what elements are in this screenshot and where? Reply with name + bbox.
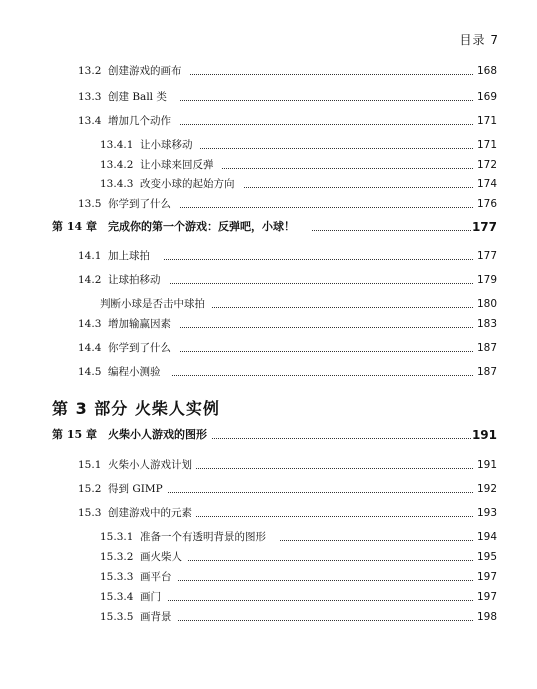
entry-number: 13.4.3 [100, 178, 134, 190]
entry-title: 画火柴人 [140, 551, 182, 563]
entry-page: 168 [476, 65, 497, 77]
entry-number: 13.3 [78, 91, 102, 103]
dot-leader [196, 468, 473, 469]
dot-leader [180, 207, 473, 208]
toc-chapter-14 [0, 217, 537, 237]
toc-entry-14-1 [0, 246, 537, 266]
toc-entry-13-4-1 [0, 135, 537, 155]
dot-leader [170, 283, 473, 284]
entry-number: 13.4.2 [100, 159, 134, 171]
toc-entry-15-2 [0, 479, 537, 499]
entry-title: 创建 Ball 类 [108, 91, 167, 103]
dot-leader [180, 100, 473, 101]
dot-leader [168, 600, 473, 601]
entry-page: 174 [476, 178, 497, 190]
entry-page: 187 [476, 342, 497, 354]
entry-number: 13.5 [78, 198, 102, 210]
dot-leader [222, 168, 473, 169]
dot-leader [178, 580, 473, 581]
entry-number: 15.1 [78, 459, 102, 471]
entry-number: 15.3.4 [100, 591, 134, 603]
entry-page: 172 [476, 159, 497, 171]
entry-page: 187 [476, 366, 497, 378]
entry-number: 15.3.3 [100, 571, 134, 583]
entry-page: 197 [476, 591, 497, 603]
toc-entry-14-5 [0, 362, 537, 382]
entry-number: 15.2 [78, 483, 102, 495]
dot-leader [178, 620, 473, 621]
entry-title: 增加几个动作 [108, 115, 171, 127]
toc-entry-15-3-3 [0, 567, 537, 587]
dot-leader [196, 516, 473, 517]
entry-title: 创建游戏的画布 [108, 65, 182, 77]
toc-entry-15-3-2 [0, 547, 537, 567]
entry-title: 火柴小人游戏计划 [108, 459, 192, 471]
entry-number: 13.4 [78, 115, 102, 127]
dot-leader [168, 492, 473, 493]
toc-entry-13-2 [0, 61, 537, 81]
entry-title: 加上球拍 [108, 250, 150, 262]
chapter-page: 191 [471, 428, 497, 442]
entry-number: 14.1 [78, 250, 102, 262]
entry-title: 让球拍移动 [108, 274, 161, 286]
entry-number: 14.4 [78, 342, 102, 354]
dot-leader [280, 540, 473, 541]
toc-entry-13-4 [0, 111, 537, 131]
chapter-title: 完成你的第一个游戏：反弹吧，小球！ [108, 220, 295, 233]
toc-entry-14-3 [0, 314, 537, 334]
entry-page: 194 [476, 531, 497, 543]
entry-title: 画背景 [140, 611, 172, 623]
entry-page: 179 [476, 274, 497, 286]
entry-title: 改变小球的起始方向 [140, 178, 235, 190]
dot-leader [180, 351, 473, 352]
chapter-page: 177 [471, 220, 497, 234]
entry-page: 176 [476, 198, 497, 210]
chapter-number: 第 14 章 [52, 220, 97, 233]
entry-title: 你学到了什么 [108, 342, 171, 354]
entry-title: 增加输赢因素 [108, 318, 171, 330]
toc-entry-14-4 [0, 338, 537, 358]
entry-number: 15.3.5 [100, 611, 134, 623]
chapter-title: 火柴小人游戏的图形 [108, 428, 207, 441]
toc-entry-15-3 [0, 503, 537, 523]
entry-number: 13.4.1 [100, 139, 134, 151]
entry-page: 195 [476, 551, 497, 563]
dot-leader [244, 187, 473, 188]
toc-chapter-15 [0, 425, 537, 445]
entry-title: 画门 [140, 591, 161, 603]
toc-entry-13-4-3 [0, 174, 537, 194]
part-heading: 第 3 部分 火柴人实例 [52, 399, 220, 418]
entry-number: 15.3.2 [100, 551, 134, 563]
running-header: 目录 7 [459, 33, 499, 47]
toc-entry-14-2-sub [0, 294, 537, 314]
entry-page: 198 [476, 611, 497, 623]
toc-entry-15-1 [0, 455, 537, 475]
dot-leader [180, 124, 473, 125]
entry-page: 171 [476, 139, 497, 151]
entry-number: 14.2 [78, 274, 102, 286]
dot-leader [188, 560, 473, 561]
dot-leader [212, 307, 473, 308]
entry-number: 15.3 [78, 507, 102, 519]
entry-title: 准备一个有透明背景的图形 [140, 531, 266, 543]
entry-page: 191 [476, 459, 497, 471]
dot-leader [312, 230, 471, 231]
dot-leader [180, 327, 473, 328]
entry-title: 让小球移动 [140, 139, 193, 151]
dot-leader [190, 74, 473, 75]
entry-title: 判断小球是否击中球拍 [100, 298, 205, 310]
toc-entry-15-3-4 [0, 587, 537, 607]
entry-title: 让小球来回反弹 [140, 159, 214, 171]
toc-entry-13-4-2 [0, 155, 537, 175]
dot-leader [212, 438, 471, 439]
entry-title: 你学到了什么 [108, 198, 171, 210]
toc-entry-15-3-1 [0, 527, 537, 547]
toc-entry-13-3 [0, 87, 537, 107]
toc-entry-15-3-5 [0, 607, 537, 627]
entry-title: 创建游戏中的元素 [108, 507, 192, 519]
entry-number: 14.3 [78, 318, 102, 330]
entry-title: 画平台 [140, 571, 172, 583]
toc-entry-14-2 [0, 270, 537, 290]
entry-page: 193 [476, 507, 497, 519]
entry-page: 171 [476, 115, 497, 127]
dot-leader [200, 148, 473, 149]
entry-page: 177 [476, 250, 497, 262]
entry-page: 180 [476, 298, 497, 310]
dot-leader [164, 259, 473, 260]
dot-leader [172, 375, 473, 376]
entry-page: 192 [476, 483, 497, 495]
chapter-number: 第 15 章 [52, 428, 97, 441]
toc-entry-13-5 [0, 194, 537, 214]
entry-number: 13.2 [78, 65, 102, 77]
entry-number: 14.5 [78, 366, 102, 378]
entry-title: 编程小测验 [108, 366, 161, 378]
entry-number: 15.3.1 [100, 531, 134, 543]
entry-page: 183 [476, 318, 497, 330]
entry-page: 169 [476, 91, 497, 103]
entry-title: 得到 GIMP [108, 483, 163, 495]
entry-page: 197 [476, 571, 497, 583]
